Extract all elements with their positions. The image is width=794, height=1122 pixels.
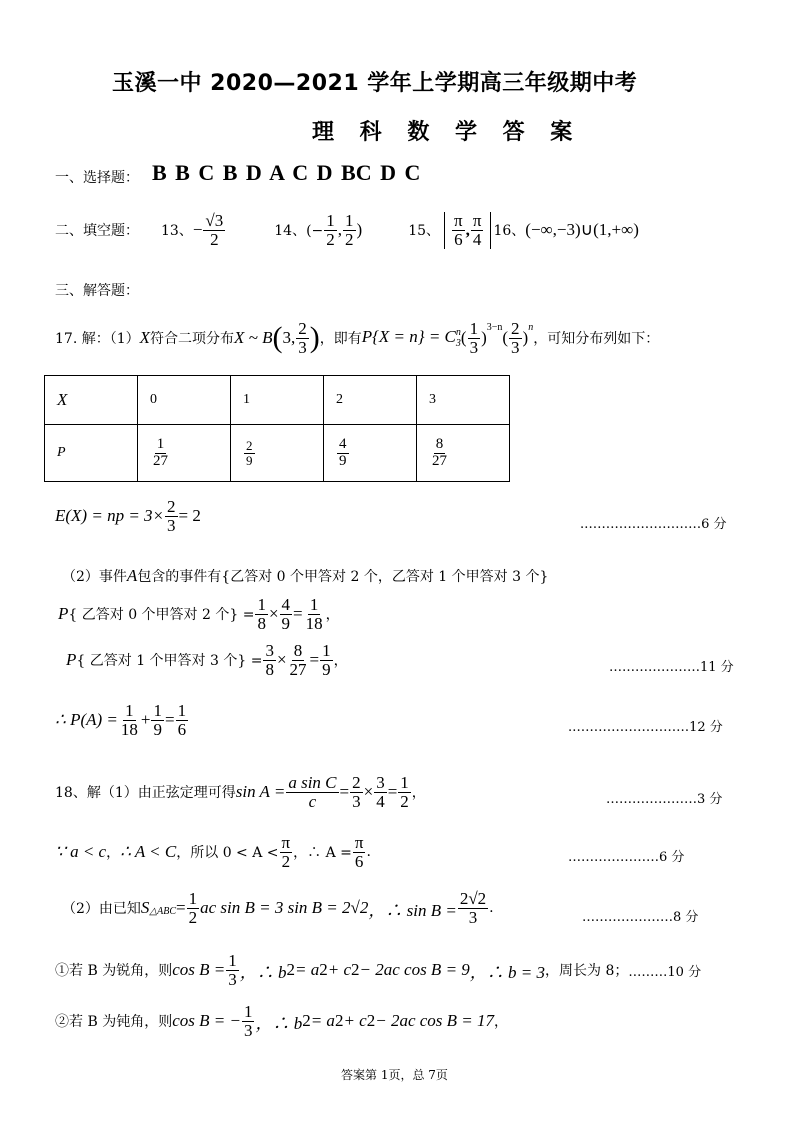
table-header-x: X — [45, 376, 138, 425]
score-11-q17: …………………11 分 — [609, 660, 734, 675]
result-eq: = — [164, 710, 175, 730]
prob-num: 2 — [246, 437, 253, 453]
prob1-f3n: 1 — [309, 595, 319, 614]
q14-num-2: 1 — [345, 211, 354, 230]
q17-pmf — [362, 327, 461, 349]
q17-pmf-lhs: P{X = n} = C — [361, 327, 456, 347]
prob1-f2n: 4 — [281, 595, 291, 614]
q18-line4 — [55, 952, 701, 989]
prob-den: 27 — [432, 452, 447, 469]
q18-frac3 — [374, 774, 387, 811]
q18-l4-perimeter: ，周长为 8； — [545, 963, 629, 980]
prob2-event: { 乙答对 1 个甲答对 3 个} = — [76, 653, 263, 670]
score-10-q18: ………10 分 — [628, 964, 702, 980]
q17-pmf-sup: n — [455, 327, 461, 339]
prob1-frac1 — [255, 596, 268, 633]
table-header-p: P — [45, 425, 138, 482]
q18-l3-end: . — [489, 900, 494, 917]
q15-fraction-2 — [471, 212, 484, 249]
q15-num-1: π — [454, 211, 463, 230]
q15-den-2: 4 — [472, 229, 482, 249]
q15-num-2: π — [472, 211, 482, 230]
table-cell — [231, 425, 324, 482]
table-cell — [138, 425, 231, 482]
q18-l2-therefore: ∴ A < C — [120, 842, 177, 862]
page-subtitle: 理 科 数 学 答 案 — [312, 120, 582, 145]
q17-text-binomial: 符合二项分布 — [150, 331, 235, 348]
result-lhs: ∴ P(A) = — [55, 710, 118, 730]
q18-l3-frac2 — [458, 890, 488, 927]
q17-pmf-f1d: 3 — [469, 337, 479, 357]
q18-l2-comma: ， — [106, 845, 121, 862]
result-f1n: 1 — [125, 701, 134, 720]
prob-fraction — [337, 437, 349, 470]
q18-frac2 — [350, 774, 363, 811]
q18-line5 — [55, 1003, 508, 1040]
prob1-f3d: 18 — [305, 613, 323, 633]
q17-pmf-paren1: ( — [460, 328, 467, 348]
q18-l5-sup2: 2 — [334, 1011, 344, 1031]
result-f2n: 1 — [153, 701, 162, 720]
q18-l5-cosB: cos B = − — [172, 1011, 241, 1031]
score-6-q18: …………………6 分 — [568, 850, 685, 865]
q18-l4-sup3: 2 — [351, 960, 360, 980]
q17-pmf-frac1 — [468, 320, 481, 357]
result-plus: + — [140, 710, 151, 730]
q18-l4-bval: ，∴ b = 3 — [469, 962, 546, 982]
q14-close: ) — [356, 220, 363, 240]
q17-part2 — [62, 566, 548, 586]
q18-l4-b: ，∴ b — [239, 962, 287, 982]
q18-l2-f1d: 2 — [281, 851, 291, 871]
result-f1d: 18 — [120, 719, 138, 739]
q18-l5-fd: 3 — [243, 1020, 253, 1040]
prob1-event: { 乙答对 0 个甲答对 2 个} = — [68, 607, 255, 624]
q13-sign: − — [192, 220, 203, 240]
q18-f2d: 3 — [352, 791, 361, 811]
q18-l3-s: S — [140, 898, 150, 918]
prob-den: 9 — [246, 452, 253, 468]
q18-l3-fn: 1 — [188, 889, 198, 908]
prob2-f3n: 1 — [322, 641, 331, 660]
prob2-f2n: 8 — [293, 641, 303, 660]
prob-fraction — [244, 439, 255, 467]
q18-l5-sup3: 2 — [366, 1011, 376, 1031]
part2-label: （2）事件 — [62, 569, 127, 585]
q13-label: 13、 — [161, 223, 193, 240]
q15-label: 15、 — [408, 223, 441, 240]
q16-label: 16、 — [493, 223, 526, 240]
q17-var-x: X — [139, 328, 151, 348]
q18-l5-a: = a — [310, 1011, 335, 1031]
q14-fraction-1 — [324, 212, 337, 249]
prob2-f1n: 3 — [265, 641, 274, 660]
prob2-p: P — [66, 650, 77, 670]
prob-num: 4 — [339, 435, 347, 452]
q18-l5-law: − 2ac cos B = 17 — [375, 1011, 495, 1031]
q18-l3-fd: 2 — [188, 907, 198, 927]
q18-l4-c: + c — [327, 960, 351, 980]
prob-num: 1 — [156, 435, 165, 452]
q18-l5-case: ②若 B 为钝角，则 — [55, 1014, 173, 1031]
result-frac2 — [151, 702, 164, 739]
q18-f4n: 1 — [400, 773, 409, 792]
q18-f3n: 3 — [376, 773, 385, 792]
q18-l3-frac1 — [187, 890, 200, 927]
q17-dist-expr: X ~ B — [234, 328, 273, 348]
prob1-f1d: 8 — [257, 613, 266, 633]
q18-f2n: 2 — [352, 773, 361, 792]
q17-number: 17. 解：（1） — [55, 331, 140, 348]
table-cell: 3 — [417, 376, 510, 425]
q18-times: × — [363, 782, 374, 802]
expect-den: 3 — [167, 515, 176, 535]
q18-l4-law: − 2ac cos B = 9 — [359, 960, 470, 980]
prob2-eq: = — [309, 650, 320, 670]
q17-pmf-paren4: ) — [522, 328, 529, 348]
prob1-p: P — [58, 604, 69, 624]
q18-line1 — [55, 774, 426, 811]
prob-fraction — [430, 437, 449, 470]
q18-line2 — [55, 834, 371, 871]
q17-prob1 — [58, 596, 340, 633]
prob1-frac2 — [280, 596, 293, 633]
q15-interval-box — [444, 212, 491, 249]
table-cell — [417, 425, 510, 482]
choice-answers: B B C B D A C D BC D C — [152, 160, 421, 185]
q17-text-dist-list: ，可知分布列如下： — [533, 331, 660, 348]
expect-rhs: = 2 — [178, 506, 201, 526]
table-cell: 2 — [324, 376, 417, 425]
q18-l2-frac2 — [353, 834, 366, 871]
q18-l5-c: + c — [343, 1011, 367, 1031]
q18-l2-end: . — [366, 844, 371, 861]
q18-f4d: 2 — [400, 791, 409, 811]
table-row — [45, 425, 510, 482]
expect-lhs: E(X) = np = 3× — [55, 506, 165, 526]
prob2-frac2 — [288, 642, 309, 679]
section2-label: 二、填空题： — [55, 223, 139, 240]
q18-l5-end: ， — [494, 1014, 509, 1031]
q18-l3-area: ac sin B = 3 sin B = 2√2 — [200, 898, 369, 918]
q14-comma: , — [337, 220, 343, 240]
prob-den: 9 — [339, 452, 347, 469]
q13-fraction — [203, 212, 225, 249]
q17-paren-open: ( — [272, 321, 283, 355]
q18-l3-intro: （2）由已知 — [62, 901, 141, 918]
prob1-eq: = — [293, 604, 303, 624]
q18-l4-frac — [226, 952, 239, 989]
q16-answer: (−∞,−3)∪(1,+∞) — [525, 220, 639, 240]
q17-pmf-f2n: 2 — [511, 319, 520, 338]
q18-f1n: a sin C — [288, 773, 337, 792]
prob2-end: ， — [333, 653, 348, 670]
q17-text-jiyou: ，即有 — [319, 331, 362, 348]
result-frac3 — [176, 702, 189, 739]
prob1-f2d: 9 — [281, 613, 291, 633]
expect-frac — [165, 498, 178, 535]
expect-num: 2 — [167, 497, 176, 516]
prob2-f2d: 27 — [289, 659, 307, 679]
prob2-f3d: 9 — [322, 659, 331, 679]
prob1-times: × — [268, 604, 279, 624]
prob-fraction — [151, 437, 170, 470]
q18-l3-sub: △ABC — [149, 905, 176, 917]
table-cell: 1 — [231, 376, 324, 425]
prob2-times: × — [276, 650, 287, 670]
distribution-table — [44, 375, 510, 482]
q17-dist-num: 2 — [298, 319, 307, 338]
q18-l5-sup1: 2 — [302, 1011, 311, 1031]
q17-pmf-frac2 — [509, 320, 522, 357]
section1-label: 一、选择题： — [55, 170, 139, 186]
q18-l5-b: ，∴ b — [255, 1013, 303, 1033]
score-12-q17: .………………………12 分 — [568, 720, 723, 735]
q18-frac1 — [286, 774, 338, 811]
q17-dist-frac — [296, 320, 309, 357]
q18-l3-f2d: 3 — [468, 907, 478, 927]
q14-den-1: 2 — [326, 229, 335, 249]
q18-l4-sup1: 2 — [286, 960, 295, 980]
q18-l2-f1n: π — [281, 833, 291, 852]
q18-l4-fn: 1 — [228, 951, 237, 970]
q17-result — [55, 702, 189, 739]
score-3-q18: …………………3 分 — [606, 792, 723, 807]
fill-in-row — [55, 212, 639, 249]
q17-expectation — [55, 498, 201, 535]
table-cell — [324, 425, 417, 482]
q18-l4-sup2: 2 — [319, 960, 328, 980]
table-row — [45, 376, 510, 425]
q17-dist-n: 3, — [282, 328, 296, 348]
q18-l2-result: ，∴ A = — [293, 845, 352, 862]
q18-l3-eq: = — [176, 898, 186, 918]
score-8-q18: …………………8 分 — [582, 910, 699, 925]
prob1-end: ， — [325, 607, 340, 624]
q18-eq2: = — [387, 782, 398, 802]
q18-eq1: = — [339, 782, 350, 802]
q18-l5-fn: 1 — [243, 1002, 253, 1021]
result-f2d: 9 — [153, 719, 162, 739]
q18-l2-range: ，所以 0 < A < — [176, 845, 279, 862]
q14-num-1: 1 — [326, 211, 335, 230]
result-f3d: 6 — [177, 719, 187, 739]
part2-text: 包含的事件有{乙答对 0 个甲答对 2 个，乙答对 1 个甲答对 3 个} — [137, 569, 549, 585]
q17-pmf-paren3: ( — [502, 328, 509, 348]
q18-l5-frac — [242, 1003, 255, 1040]
q18-l3-sinB: ，∴ sin B = — [368, 900, 457, 920]
q17-intro — [55, 320, 659, 357]
score-6-q17: .………………………6 分 — [580, 517, 727, 532]
page-footer: 答案第 1页，总 7页 — [341, 1068, 448, 1082]
q17-pmf-exp1: 3−n — [486, 322, 503, 333]
prob2-frac3 — [320, 642, 333, 679]
q13-denominator: 2 — [210, 229, 219, 249]
q17-dist-den: 3 — [298, 337, 307, 357]
q18-f1d: c — [308, 791, 317, 811]
q18-l1-end: ， — [411, 785, 426, 802]
section3-label: 三、解答题： — [55, 283, 139, 299]
q18-l2-f2n: π — [354, 833, 364, 852]
q18-l4-case: ①若 B 为锐角，则 — [55, 963, 173, 980]
q18-l4-cosB: cos B = — [172, 960, 226, 980]
q18-l3-f2n: 2√2 — [459, 889, 487, 908]
prob1-frac3 — [304, 596, 325, 633]
q17-paren-close: ) — [309, 321, 320, 355]
q13-numerator: √3 — [205, 211, 224, 230]
q17-pmf-exp2: n — [528, 322, 534, 333]
q18-l2-since: ∵ a < c — [55, 842, 107, 862]
part2-event: A — [126, 566, 138, 585]
page-title: 玉溪一中 2020—2021 学年上学期高三年级期中考 — [112, 71, 638, 96]
prob-den: 27 — [153, 452, 168, 469]
result-frac1 — [119, 702, 140, 739]
prob2-frac1 — [263, 642, 276, 679]
q18-sinA: sin A = — [235, 782, 286, 802]
q18-l4-a: = a — [294, 960, 320, 980]
result-f3n: 1 — [177, 701, 187, 720]
q17-prob2 — [66, 642, 348, 679]
q18-l2-f2d: 6 — [354, 851, 364, 871]
q17-pmf-paren2: ) — [481, 328, 487, 348]
q18-l4-fd: 3 — [228, 969, 237, 989]
q15-fraction-1 — [452, 212, 465, 249]
q18-l2-frac1 — [280, 834, 293, 871]
q14-label: 14、(− — [274, 223, 324, 240]
q18-intro: 18、解（1）由正弦定理可得 — [55, 785, 236, 802]
q17-pmf-f1n: 1 — [469, 319, 479, 338]
q18-line3 — [62, 890, 494, 927]
q18-f3d: 4 — [376, 791, 385, 811]
q17-pmf-sub: 3 — [455, 338, 461, 350]
prob1-f1n: 1 — [257, 595, 266, 614]
prob-num: 8 — [435, 435, 444, 452]
table-cell: 0 — [138, 376, 231, 425]
q15-den-1: 6 — [454, 229, 463, 249]
prob2-f1d: 8 — [265, 659, 274, 679]
q17-pmf-f2d: 3 — [511, 337, 520, 357]
q14-den-2: 2 — [345, 229, 354, 249]
q15-comma: , — [465, 220, 470, 240]
q14-fraction-2 — [343, 212, 356, 249]
q18-frac4 — [398, 774, 411, 811]
